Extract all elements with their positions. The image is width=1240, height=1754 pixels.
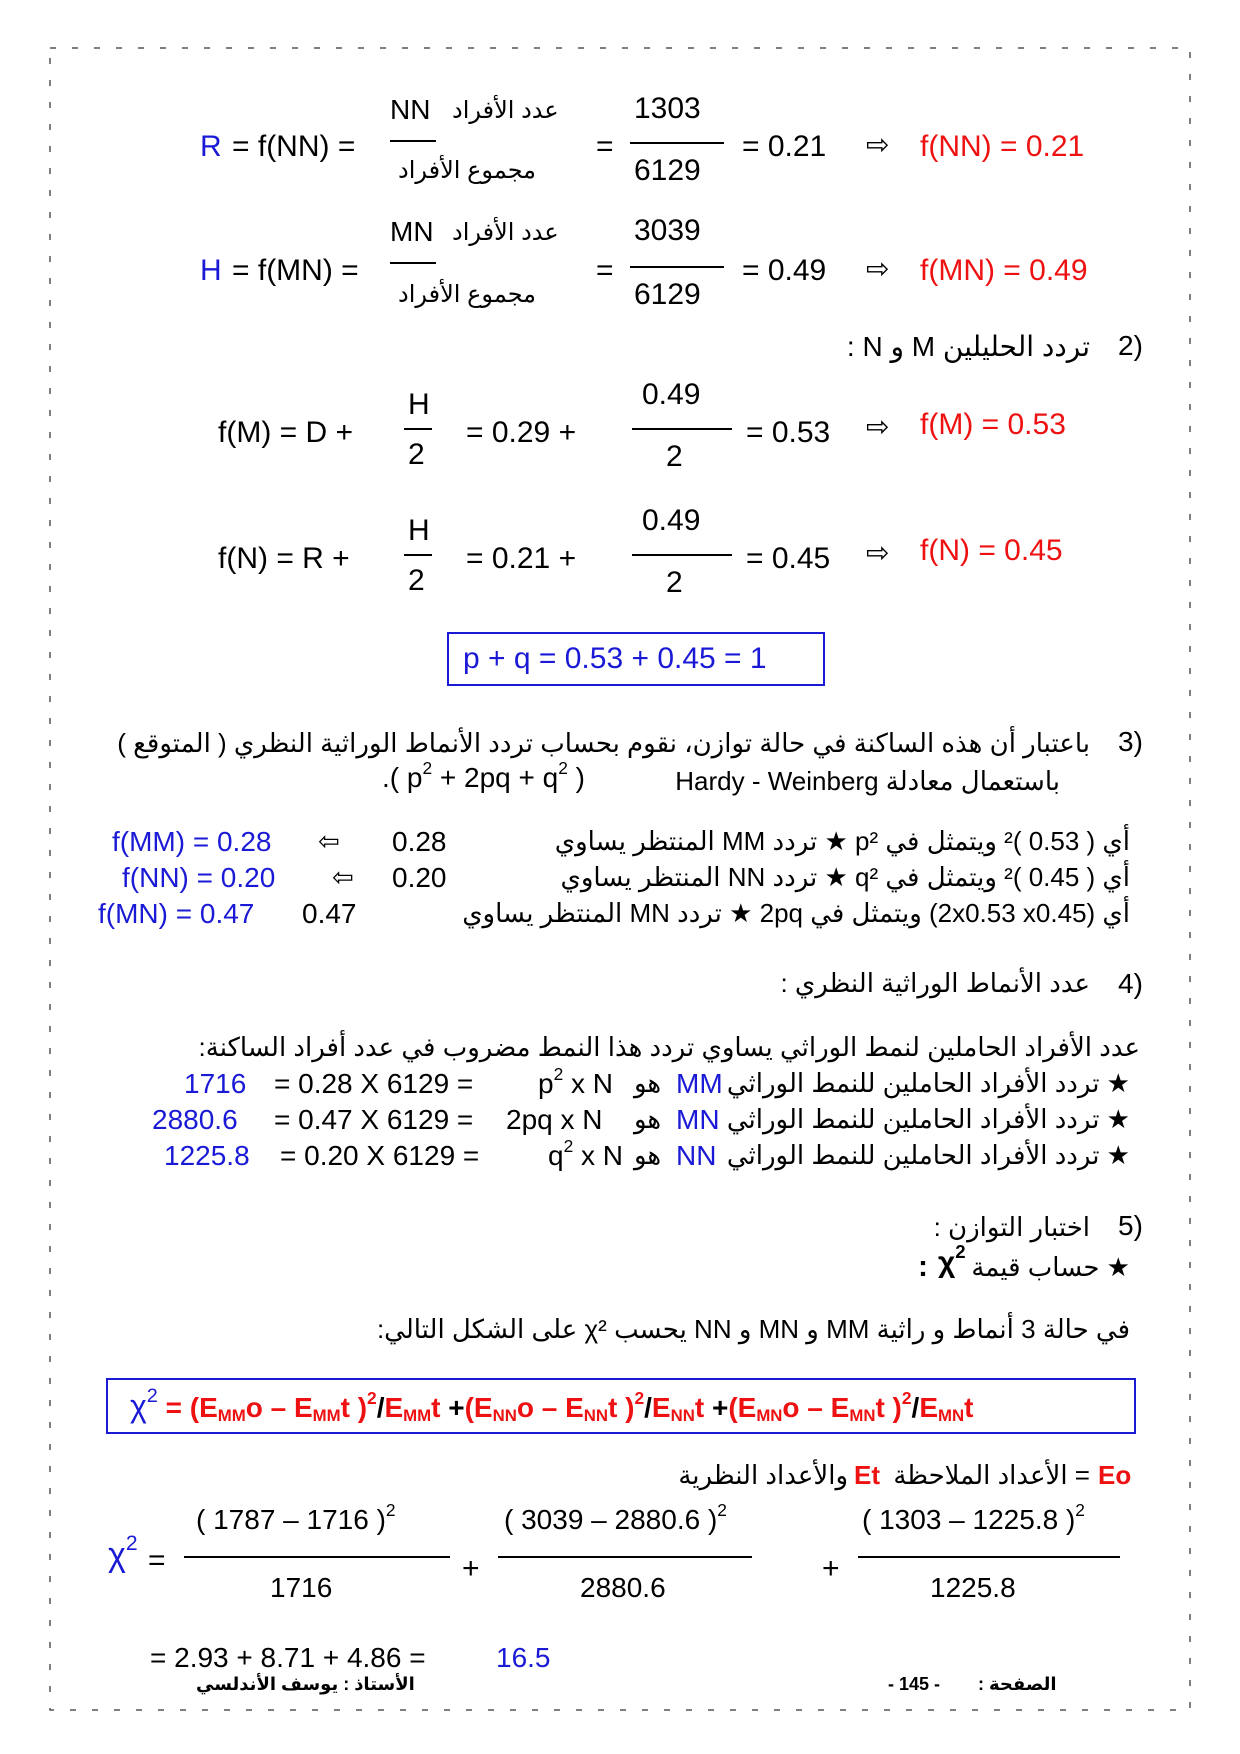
- right-arrow-icon: ⇨: [866, 129, 890, 160]
- eq2-num-word: عدد الأفراد: [452, 219, 559, 246]
- section2-number: 2): [1118, 330, 1143, 361]
- row-formula: $q^2$ x N: [548, 1135, 624, 1171]
- section5-heading: اختبار التوازن :: [933, 1212, 1090, 1242]
- frac3-num: ( 1303 – 1225.8 )$^2$: [862, 1499, 1085, 1535]
- row-text-pre: هو: [634, 1068, 662, 1098]
- eq2-num-sym: MN: [390, 216, 434, 247]
- chi-formula-box: [106, 1378, 1136, 1434]
- right-arrow-icon: ⇨: [866, 253, 890, 284]
- frac3-den: 1225.8: [930, 1572, 1016, 1603]
- section3-line2-ar: باستعمال معادلة Hardy - Weinberg: [675, 766, 1060, 796]
- chi-colon: :: [918, 1250, 928, 1283]
- eq2-fraction-line: [630, 266, 724, 268]
- row-result: 1225.8: [164, 1140, 250, 1171]
- eq2-result: = 0.49: [742, 254, 827, 287]
- eqn-den: 2: [666, 566, 683, 599]
- legend-text2: والأعداد النظرية: [678, 1460, 848, 1490]
- eqm-h-line: [404, 428, 432, 430]
- row-genotype: NN: [676, 1140, 717, 1171]
- section5-intro: في حالة 3 أنماط و راثية MM و MN و NN يحسب χ² على الشكل التالي:: [376, 1314, 1130, 1344]
- frac2-line: [498, 1556, 752, 1558]
- eqn-2: 2: [408, 564, 425, 597]
- row-text-post: ★ تردد الأفراد الحاملين للنمط الوراثي: [726, 1068, 1130, 1098]
- eq2-den-word: مجموع الأفراد: [398, 281, 537, 308]
- frac2-den: 2880.6: [580, 1572, 666, 1603]
- section4-number: 4): [1118, 968, 1143, 999]
- eqm-final: f(M) = 0.53: [920, 408, 1066, 441]
- eqn-num: 0.49: [642, 504, 701, 537]
- section5-number: 5): [1118, 1210, 1143, 1241]
- eqm-2: 2: [408, 438, 425, 471]
- eqm-line: [632, 428, 732, 430]
- eqm-h: H: [408, 388, 430, 421]
- row-formula: 2pq x N: [506, 1104, 603, 1135]
- frac1-line: [184, 1556, 450, 1558]
- row-calc: = 0.28 X 6129 =: [274, 1068, 474, 1099]
- section4-intro: عدد الأفراد الحاملين لنمط الوراثي يساوي تردد هذا النمط مضروب في عدد أفراد الساكنة:: [198, 1032, 1140, 1062]
- eq1-numerator: 1303: [634, 92, 701, 125]
- section5-sub: ★ حساب قيمة: [971, 1252, 1130, 1282]
- eq1-num-sym: NN: [390, 94, 431, 125]
- eqm-den: 2: [666, 440, 683, 473]
- frac1-den: 1716: [270, 1572, 333, 1603]
- row-text-pre: هو: [634, 1140, 662, 1170]
- r-symbol: R: [200, 130, 222, 163]
- eqm-result: = 0.53: [746, 416, 831, 449]
- left-arrow-icon: ⇦: [332, 862, 354, 892]
- row-text-post: ★ تردد الأفراد الحاملين للنمط الوراثي: [726, 1104, 1130, 1134]
- row-text: أي ( 0.53 )² ويتمثل في p² ★ تردد MM المنتظر يساوي: [554, 826, 1130, 856]
- eq2-lhs: = f(MN) =: [232, 254, 359, 287]
- row-result: 2880.6: [152, 1104, 238, 1135]
- eq1-result: = 0.21: [742, 130, 827, 163]
- frac1-num: ( 1787 – 1716 )$^2$: [196, 1499, 396, 1535]
- pq-sum-box: [447, 632, 825, 686]
- eq1-den-word: مجموع الأفراد: [398, 157, 537, 184]
- eq1-denominator: 6129: [634, 154, 701, 187]
- eq1-fraction-line: [630, 142, 724, 144]
- eq1-num-word: عدد الأفراد: [452, 97, 559, 124]
- eq1-final: f(NN) = 0.21: [920, 130, 1085, 163]
- plus-2: +: [822, 1552, 840, 1585]
- eqn-line: [632, 554, 732, 556]
- eq1-lhs: = f(NN) =: [232, 130, 356, 163]
- chi-lhs: $\chi^2$: [108, 1532, 138, 1574]
- eq2-short-fraction-line: [390, 262, 436, 264]
- eqm-num: 0.49: [642, 378, 701, 411]
- chi-formula: $\chi^2 = (E_{MM}o - E_{MM}t$ )$^2/E_{MM}t +(E_{NN}o - E_{NN}t$ )$^2/E_{NN}t +(E_{MN}o - E_{MN}t$ )$^2/E_{MN}t$: [130, 1385, 974, 1426]
- footer-page-number: - 145 -: [888, 1674, 941, 1694]
- row-result: f(MM) = 0.28: [112, 826, 272, 857]
- sum-result: 16.5: [496, 1642, 551, 1673]
- row-calc: = 0.20 X 6129 =: [280, 1140, 480, 1171]
- frac3-line: [858, 1556, 1120, 1558]
- row-text: أي ( 0.45 )² ويتمثل في q² ★ تردد NN المنتظر يساوي: [560, 862, 1130, 892]
- eq1-short-fraction-line: [390, 140, 436, 142]
- row-result: 1716: [184, 1068, 247, 1099]
- eqn-h-line: [404, 554, 432, 556]
- row-genotype: MM: [676, 1068, 723, 1099]
- section3-line1: باعتبار أن هذه الساكنة في حالة توازن، نقوم بحساب تردد الأنماط الوراثية النظري ( المتوقع ): [117, 728, 1090, 758]
- row-result: f(MN) = 0.47: [98, 898, 255, 929]
- eq2-final: f(MN) = 0.49: [920, 254, 1088, 287]
- eqn-mid: = 0.21 +: [466, 542, 577, 575]
- plus-1: +: [462, 1552, 480, 1585]
- eqn-lhs: f(N) = R +: [218, 542, 350, 575]
- section4-heading: عدد الأنماط الوراثية النظري :: [780, 968, 1090, 998]
- right-arrow-icon: ⇨: [866, 411, 890, 442]
- eq1-equals: =: [596, 130, 614, 163]
- row-value: 0.47: [302, 898, 357, 929]
- right-arrow-icon: ⇨: [866, 537, 890, 568]
- eqn-result: = 0.45: [746, 542, 831, 575]
- section3-number: 3): [1118, 726, 1143, 757]
- footer-author: الأستاذ : يوسف الأندلسي: [196, 1674, 415, 1694]
- left-arrow-icon: ⇦: [318, 826, 340, 856]
- chi-square-symbol: $\chi^2$: [938, 1241, 966, 1279]
- legend-text1: = الأعداد الملاحظة: [893, 1460, 1090, 1490]
- eq2-denominator: 6129: [634, 278, 701, 311]
- row-value: 0.20: [392, 862, 447, 893]
- chi-eq: =: [148, 1544, 166, 1577]
- sum-line: = 2.93 + 8.71 + 4.86 =: [150, 1642, 426, 1673]
- row-value: 0.28: [392, 826, 447, 857]
- eqm-mid: = 0.29 +: [466, 416, 577, 449]
- footer-page-label: الصفحة :: [978, 1674, 1057, 1694]
- row-formula: $p^2$ x N: [538, 1063, 614, 1099]
- eq2-numerator: 3039: [634, 214, 701, 247]
- row-text-pre: هو: [634, 1104, 662, 1134]
- eqm-lhs: f(M) = D +: [218, 416, 354, 449]
- row-text: أي (2x0.53 x0.45) ويتمثل في 2pq ★ تردد MN المنتظر يساوي: [462, 898, 1130, 928]
- row-result: f(NN) = 0.20: [122, 862, 276, 893]
- pq-sum: p + q = 0.53 + 0.45 = 1: [463, 642, 767, 675]
- legend-et: Et: [854, 1460, 880, 1490]
- h-symbol: H: [200, 254, 222, 287]
- row-text-post: ★ تردد الأفراد الحاملين للنمط الوراثي: [726, 1140, 1130, 1170]
- eqn-final: f(N) = 0.45: [920, 534, 1063, 567]
- row-genotype: MN: [676, 1104, 720, 1135]
- section2-heading: تردد الحليلين M و N :: [846, 331, 1090, 362]
- row-calc: = 0.47 X 6129 =: [274, 1104, 474, 1135]
- legend-eo: Eo: [1098, 1460, 1132, 1490]
- frac2-num: ( 3039 – 2880.6 )$^2$: [504, 1499, 727, 1535]
- eq2-equals: =: [596, 254, 614, 287]
- eqn-h: H: [408, 514, 430, 547]
- section3-formula: .( $p^2 + 2pq + q^2$ ): [382, 757, 585, 793]
